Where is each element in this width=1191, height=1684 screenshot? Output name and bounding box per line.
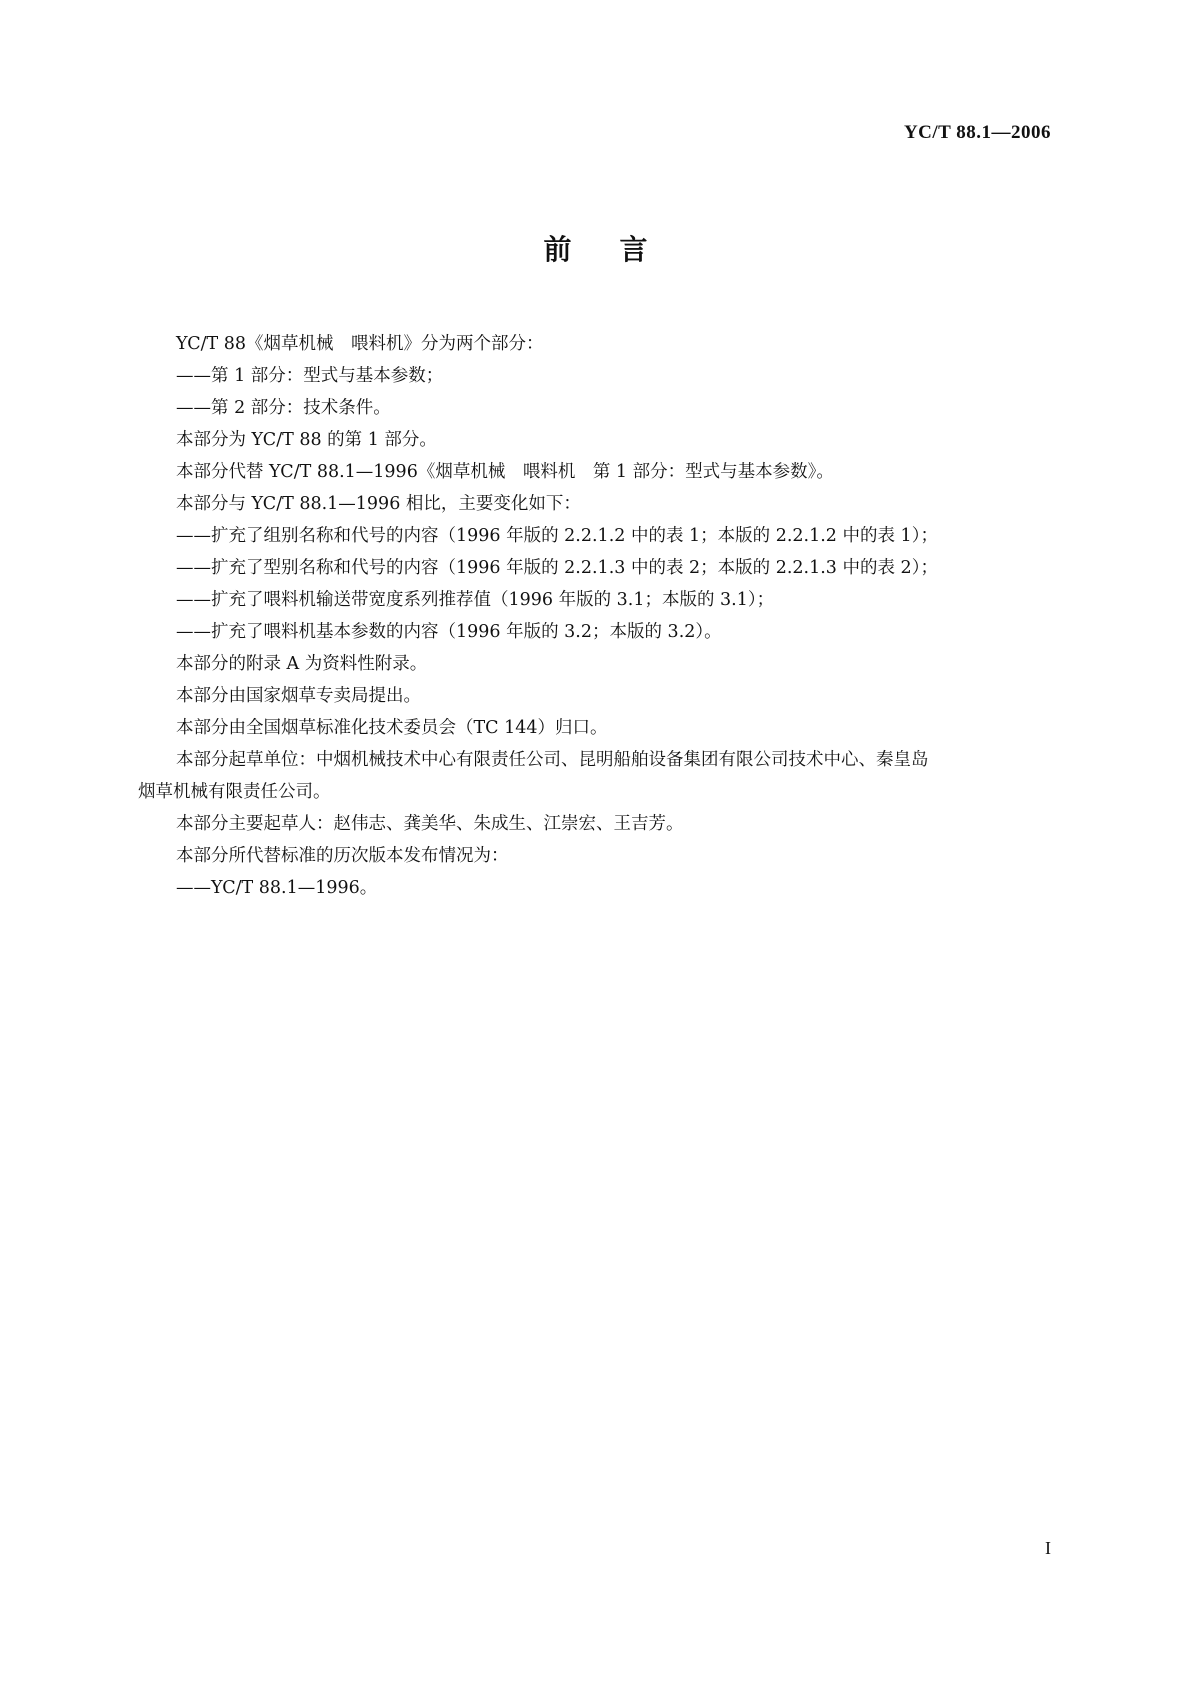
page-number: I: [1045, 1538, 1051, 1558]
paragraph-part-statement: 本部分为 YC/T 88 的第 1 部分。: [176, 430, 437, 450]
paragraph-drafting-units-continued: 烟草机械有限责任公司。: [138, 782, 331, 802]
list-item-history-1: ——YC/T 88.1—1996。: [176, 878, 378, 898]
paragraph-annex: 本部分的附录 A 为资料性附录。: [176, 654, 428, 674]
list-item-change-1: ——扩充了组别名称和代号的内容（1996 年版的 2.2.1.2 中的表 1；本版的 2.2.1.2 中的表 1）；: [176, 526, 938, 546]
document-code: YC/T 88.1—2006: [903, 122, 1051, 143]
list-item-change-2: ——扩充了型别名称和代号的内容（1996 年版的 2.2.1.3 中的表 2；本版的 2.2.1.3 中的表 2）；: [176, 558, 938, 578]
paragraph-centralized-by: 本部分由全国烟草标准化技术委员会（TC 144）归口。: [176, 718, 608, 738]
paragraph-history-intro: 本部分所代替标准的历次版本发布情况为：: [176, 846, 509, 866]
paragraph-parts-intro: YC/T 88《烟草机械 喂料机》分为两个部分：: [176, 334, 544, 354]
paragraph-drafting-units: 本部分起草单位：中烟机械技术中心有限责任公司、昆明船舶设备集团有限公司技术中心、秦皇岛: [176, 750, 929, 770]
list-item-change-4: ——扩充了喂料机基本参数的内容（1996 年版的 3.2；本版的 3.2）。: [176, 622, 722, 642]
paragraph-proposed-by: 本部分由国家烟草专卖局提出。: [176, 686, 421, 706]
list-item-part-1: ——第 1 部分：型式与基本参数；: [176, 366, 444, 386]
list-item-change-3: ——扩充了喂料机输送带宽度系列推荐值（1996 年版的 3.1；本版的 3.1）；: [176, 590, 775, 610]
page-title: 前言: [543, 233, 696, 266]
list-item-part-2: ——第 2 部分：技术条件。: [176, 398, 391, 418]
paragraph-replaces: 本部分代替 YC/T 88.1—1996《烟草机械 喂料机 第 1 部分：型式与基本参数》。: [176, 462, 834, 482]
paragraph-changes-intro: 本部分与 YC/T 88.1—1996 相比，主要变化如下：: [176, 494, 581, 514]
foreword-body: [138, 328, 1061, 904]
paragraph-drafters: 本部分主要起草人：赵伟志、龚美华、朱成生、江崇宏、王吉芳。: [176, 814, 684, 834]
